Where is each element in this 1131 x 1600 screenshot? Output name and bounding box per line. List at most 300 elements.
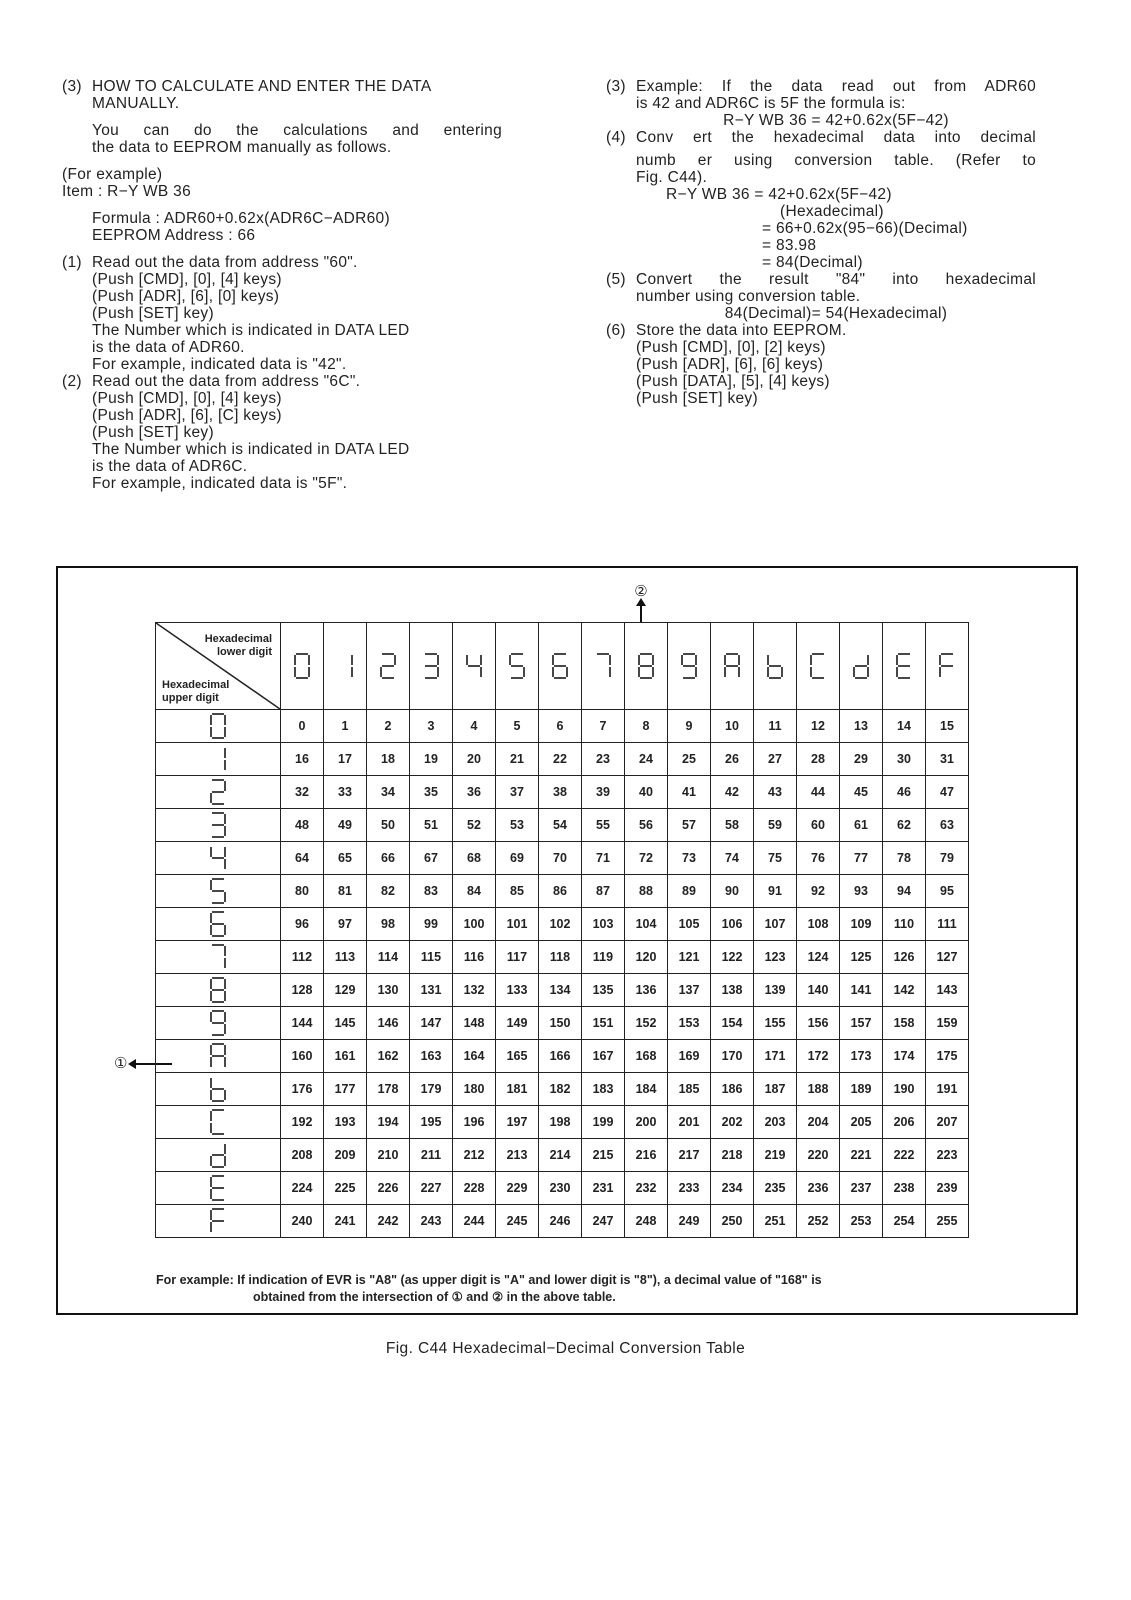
table-cell: 72 bbox=[625, 842, 668, 875]
lower-digit-header bbox=[496, 623, 539, 710]
table-cell: 83 bbox=[410, 875, 453, 908]
table-row bbox=[156, 1007, 969, 1040]
step-line: Read out the data from address "6C". bbox=[92, 373, 361, 390]
table-cell: 3 bbox=[410, 710, 453, 743]
table-cell: 25 bbox=[668, 743, 711, 776]
table-cell: 109 bbox=[840, 908, 883, 941]
table-cell: 118 bbox=[539, 941, 582, 974]
seven-segment-digit-icon bbox=[637, 652, 655, 680]
lower-digit-header bbox=[883, 623, 926, 710]
seven-segment-digit-icon bbox=[209, 1042, 227, 1070]
step-line: (Push [CMD], [0], [4] keys) bbox=[92, 390, 282, 407]
table-cell: 182 bbox=[539, 1073, 582, 1106]
seven-segment-digit-icon bbox=[209, 1108, 227, 1136]
table-cell: 250 bbox=[711, 1205, 754, 1238]
note-line: For example: If indication of EVR is "A8" (as upper digit is "A" and lower digit is "8"), a decimal value of "168" is bbox=[156, 1273, 822, 1287]
lower-digit-header bbox=[797, 623, 840, 710]
calc-line: (Hexadecimal) bbox=[780, 203, 884, 220]
table-cell: 198 bbox=[539, 1106, 582, 1139]
table-cell: 154 bbox=[711, 1007, 754, 1040]
table-cell: 144 bbox=[281, 1007, 324, 1040]
table-cell: 34 bbox=[367, 776, 410, 809]
seven-segment-digit-icon bbox=[723, 652, 741, 680]
table-cell: 18 bbox=[367, 743, 410, 776]
table-cell: 22 bbox=[539, 743, 582, 776]
table-cell: 196 bbox=[453, 1106, 496, 1139]
corner-label-line: upper digit bbox=[162, 692, 219, 704]
table-cell: 68 bbox=[453, 842, 496, 875]
table-cell: 127 bbox=[926, 941, 969, 974]
formula-example: R−Y WB 36 = 42+0.62x(5F−42) bbox=[723, 112, 949, 129]
table-cell: 84 bbox=[453, 875, 496, 908]
table-cell: 108 bbox=[797, 908, 840, 941]
seven-segment-digit-icon bbox=[209, 1174, 227, 1202]
table-cell: 193 bbox=[324, 1106, 367, 1139]
example-label: (For example) bbox=[62, 166, 163, 183]
table-cell: 42 bbox=[711, 776, 754, 809]
table-cell: 28 bbox=[797, 743, 840, 776]
table-cell: 89 bbox=[668, 875, 711, 908]
upper-digit-header bbox=[156, 1172, 281, 1205]
table-cell: 176 bbox=[281, 1073, 324, 1106]
table-row bbox=[156, 1040, 969, 1073]
formula-block bbox=[62, 210, 502, 244]
table-cell: 199 bbox=[582, 1106, 625, 1139]
table-corner bbox=[156, 623, 281, 710]
table-cell: 95 bbox=[926, 875, 969, 908]
upper-digit-header bbox=[156, 941, 281, 974]
step-2 bbox=[62, 373, 502, 492]
table-cell: 112 bbox=[281, 941, 324, 974]
table-cell: 195 bbox=[410, 1106, 453, 1139]
table-cell: 206 bbox=[883, 1106, 926, 1139]
upper-digit-header bbox=[156, 776, 281, 809]
column-marker-2: ② bbox=[634, 583, 648, 600]
table-cell: 188 bbox=[797, 1073, 840, 1106]
table-cell: 135 bbox=[582, 974, 625, 1007]
table-cell: 93 bbox=[840, 875, 883, 908]
table-cell: 140 bbox=[797, 974, 840, 1007]
lower-digit-header bbox=[324, 623, 367, 710]
table-cell: 103 bbox=[582, 908, 625, 941]
right-column bbox=[606, 78, 1036, 407]
lower-digit-header bbox=[281, 623, 324, 710]
table-cell: 132 bbox=[453, 974, 496, 1007]
seven-segment-digit-icon bbox=[379, 652, 397, 680]
table-cell: 223 bbox=[926, 1139, 969, 1172]
step-line: number using conversion table. bbox=[636, 288, 861, 305]
table-cell: 134 bbox=[539, 974, 582, 1007]
table-cell: 111 bbox=[926, 908, 969, 941]
table-cell: 113 bbox=[324, 941, 367, 974]
step-line: (Push [SET] key) bbox=[92, 424, 214, 441]
table-cell: 249 bbox=[668, 1205, 711, 1238]
lower-digit-header bbox=[582, 623, 625, 710]
seven-segment-digit-icon bbox=[336, 652, 354, 680]
table-cell: 204 bbox=[797, 1106, 840, 1139]
table-cell: 46 bbox=[883, 776, 926, 809]
table-cell: 33 bbox=[324, 776, 367, 809]
table-cell: 226 bbox=[367, 1172, 410, 1205]
table-cell: 94 bbox=[883, 875, 926, 908]
seven-segment-digit-icon bbox=[209, 844, 227, 872]
seven-segment-digit-icon bbox=[209, 1141, 227, 1169]
step-line: Fig. C44). bbox=[636, 169, 708, 186]
seven-segment-digit-icon bbox=[293, 652, 311, 680]
table-cell: 78 bbox=[883, 842, 926, 875]
step-line: Example: If the data read out from ADR60 bbox=[636, 78, 1036, 95]
table-cell: 138 bbox=[711, 974, 754, 1007]
step-line: Read out the data from address "60". bbox=[92, 254, 358, 271]
table-cell: 10 bbox=[711, 710, 754, 743]
step-line: (Push [SET] key) bbox=[92, 305, 214, 322]
table-cell: 244 bbox=[453, 1205, 496, 1238]
step-line: is the data of ADR60. bbox=[92, 339, 245, 356]
table-cell: 155 bbox=[754, 1007, 797, 1040]
table-row bbox=[156, 809, 969, 842]
table-cell: 90 bbox=[711, 875, 754, 908]
table-cell: 74 bbox=[711, 842, 754, 875]
table-cell: 178 bbox=[367, 1073, 410, 1106]
upper-digit-header bbox=[156, 743, 281, 776]
seven-segment-digit-icon bbox=[766, 652, 784, 680]
table-cell: 107 bbox=[754, 908, 797, 941]
step-6 bbox=[606, 322, 1036, 407]
table-cell: 207 bbox=[926, 1106, 969, 1139]
table-cell: 30 bbox=[883, 743, 926, 776]
intro-line: You can do the calculations and entering bbox=[92, 122, 502, 139]
corner-label-line: Hexadecimal bbox=[162, 679, 230, 691]
step-number: (5) bbox=[606, 271, 626, 288]
table-cell: 169 bbox=[668, 1040, 711, 1073]
table-cell: 48 bbox=[281, 809, 324, 842]
table-cell: 58 bbox=[711, 809, 754, 842]
table-cell: 99 bbox=[410, 908, 453, 941]
conversion-table bbox=[155, 622, 969, 1238]
table-cell: 215 bbox=[582, 1139, 625, 1172]
table-cell: 172 bbox=[797, 1040, 840, 1073]
table-cell: 237 bbox=[840, 1172, 883, 1205]
table-cell: 137 bbox=[668, 974, 711, 1007]
step-line: The Number which is indicated in DATA LED bbox=[92, 322, 410, 339]
step-number: (3) bbox=[606, 78, 626, 95]
table-cell: 29 bbox=[840, 743, 883, 776]
table-cell: 180 bbox=[453, 1073, 496, 1106]
table-cell: 150 bbox=[539, 1007, 582, 1040]
table-row bbox=[156, 842, 969, 875]
table-cell: 231 bbox=[582, 1172, 625, 1205]
table-cell: 145 bbox=[324, 1007, 367, 1040]
arrow-head-icon bbox=[636, 598, 646, 606]
upper-digit-header bbox=[156, 710, 281, 743]
table-cell: 233 bbox=[668, 1172, 711, 1205]
seven-segment-digit-icon bbox=[680, 652, 698, 680]
table-cell: 171 bbox=[754, 1040, 797, 1073]
table-cell: 173 bbox=[840, 1040, 883, 1073]
table-cell: 73 bbox=[668, 842, 711, 875]
table-cell: 56 bbox=[625, 809, 668, 842]
table-cell: 55 bbox=[582, 809, 625, 842]
table-cell: 64 bbox=[281, 842, 324, 875]
table-cell: 8 bbox=[625, 710, 668, 743]
table-cell: 27 bbox=[754, 743, 797, 776]
table-cell: 100 bbox=[453, 908, 496, 941]
table-cell: 62 bbox=[883, 809, 926, 842]
table-cell: 214 bbox=[539, 1139, 582, 1172]
table-cell: 71 bbox=[582, 842, 625, 875]
step-line: For example, indicated data is "42". bbox=[92, 356, 347, 373]
table-row bbox=[156, 1205, 969, 1238]
table-cell: 252 bbox=[797, 1205, 840, 1238]
table-cell: 129 bbox=[324, 974, 367, 1007]
intro-paragraph bbox=[62, 122, 502, 156]
table-cell: 26 bbox=[711, 743, 754, 776]
table-cell: 251 bbox=[754, 1205, 797, 1238]
table-cell: 238 bbox=[883, 1172, 926, 1205]
table-cell: 147 bbox=[410, 1007, 453, 1040]
table-cell: 121 bbox=[668, 941, 711, 974]
table-cell: 203 bbox=[754, 1106, 797, 1139]
upper-digit-header bbox=[156, 1139, 281, 1172]
table-cell: 40 bbox=[625, 776, 668, 809]
table-row bbox=[156, 941, 969, 974]
formula-line: Formula : ADR60+0.62x(ADR6C−ADR60) bbox=[92, 210, 390, 227]
table-cell: 166 bbox=[539, 1040, 582, 1073]
table-cell: 190 bbox=[883, 1073, 926, 1106]
table-cell: 156 bbox=[797, 1007, 840, 1040]
seven-segment-digit-icon bbox=[551, 652, 569, 680]
step-line: numb er using conversion table. (Refer to bbox=[636, 152, 1036, 169]
example-note bbox=[156, 1272, 822, 1306]
lower-digit-header bbox=[539, 623, 582, 710]
lower-digit-header bbox=[625, 623, 668, 710]
table-cell: 165 bbox=[496, 1040, 539, 1073]
upper-digit-header bbox=[156, 1106, 281, 1139]
table-cell: 151 bbox=[582, 1007, 625, 1040]
table-cell: 141 bbox=[840, 974, 883, 1007]
step-line: Conv ert the hexadecimal data into decimal bbox=[636, 129, 1036, 146]
table-cell: 7 bbox=[582, 710, 625, 743]
table-cell: 254 bbox=[883, 1205, 926, 1238]
seven-segment-digit-icon bbox=[465, 652, 483, 680]
table-cell: 221 bbox=[840, 1139, 883, 1172]
table-cell: 67 bbox=[410, 842, 453, 875]
step-line: (Push [ADR], [6], [C] keys) bbox=[92, 407, 282, 424]
table-cell: 0 bbox=[281, 710, 324, 743]
table-cell: 98 bbox=[367, 908, 410, 941]
table-cell: 4 bbox=[453, 710, 496, 743]
table-cell: 228 bbox=[453, 1172, 496, 1205]
table-cell: 9 bbox=[668, 710, 711, 743]
table-cell: 183 bbox=[582, 1073, 625, 1106]
table-cell: 232 bbox=[625, 1172, 668, 1205]
table-cell: 97 bbox=[324, 908, 367, 941]
table-cell: 115 bbox=[410, 941, 453, 974]
table-cell: 241 bbox=[324, 1205, 367, 1238]
table-cell: 185 bbox=[668, 1073, 711, 1106]
table-cell: 194 bbox=[367, 1106, 410, 1139]
table-cell: 106 bbox=[711, 908, 754, 941]
table-cell: 174 bbox=[883, 1040, 926, 1073]
seven-segment-digit-icon bbox=[209, 943, 227, 971]
table-cell: 218 bbox=[711, 1139, 754, 1172]
step-line: (Push [ADR], [6], [6] keys) bbox=[636, 356, 824, 373]
step-4 bbox=[606, 129, 1036, 186]
upper-digit-header bbox=[156, 1007, 281, 1040]
calc-line: = 66+0.62x(95−66)(Decimal) bbox=[762, 220, 968, 237]
step-3 bbox=[606, 78, 1036, 112]
step-line: (Push [SET] key) bbox=[636, 390, 758, 407]
table-cell: 61 bbox=[840, 809, 883, 842]
table-cell: 143 bbox=[926, 974, 969, 1007]
table-cell: 49 bbox=[324, 809, 367, 842]
table-cell: 202 bbox=[711, 1106, 754, 1139]
step-1 bbox=[62, 254, 502, 373]
table-cell: 51 bbox=[410, 809, 453, 842]
table-cell: 77 bbox=[840, 842, 883, 875]
table-row bbox=[156, 1139, 969, 1172]
table-cell: 192 bbox=[281, 1106, 324, 1139]
table-cell: 131 bbox=[410, 974, 453, 1007]
step-line: is the data of ADR6C. bbox=[92, 458, 248, 475]
seven-segment-digit-icon bbox=[508, 652, 526, 680]
table-cell: 124 bbox=[797, 941, 840, 974]
seven-segment-digit-icon bbox=[938, 652, 956, 680]
table-cell: 38 bbox=[539, 776, 582, 809]
table-cell: 21 bbox=[496, 743, 539, 776]
table-cell: 123 bbox=[754, 941, 797, 974]
seven-segment-digit-icon bbox=[209, 811, 227, 839]
lower-digit-header bbox=[453, 623, 496, 710]
table-cell: 157 bbox=[840, 1007, 883, 1040]
table-cell: 136 bbox=[625, 974, 668, 1007]
table-cell: 235 bbox=[754, 1172, 797, 1205]
figure-caption: Fig. C44 Hexadecimal−Decimal Conversion Table bbox=[385, 1340, 746, 1357]
table-row bbox=[156, 1106, 969, 1139]
table-cell: 122 bbox=[711, 941, 754, 974]
lower-digit-label bbox=[205, 633, 272, 659]
table-cell: 101 bbox=[496, 908, 539, 941]
upper-digit-header bbox=[156, 809, 281, 842]
table-cell: 247 bbox=[582, 1205, 625, 1238]
table-cell: 96 bbox=[281, 908, 324, 941]
table-cell: 59 bbox=[754, 809, 797, 842]
table-cell: 17 bbox=[324, 743, 367, 776]
table-cell: 70 bbox=[539, 842, 582, 875]
table-cell: 242 bbox=[367, 1205, 410, 1238]
table-cell: 216 bbox=[625, 1139, 668, 1172]
table-cell: 11 bbox=[754, 710, 797, 743]
table-cell: 162 bbox=[367, 1040, 410, 1073]
table-cell: 243 bbox=[410, 1205, 453, 1238]
table-cell: 236 bbox=[797, 1172, 840, 1205]
table-cell: 87 bbox=[582, 875, 625, 908]
table-cell: 210 bbox=[367, 1139, 410, 1172]
table-cell: 86 bbox=[539, 875, 582, 908]
table-cell: 175 bbox=[926, 1040, 969, 1073]
lower-digit-header bbox=[926, 623, 969, 710]
table-cell: 205 bbox=[840, 1106, 883, 1139]
table-cell: 133 bbox=[496, 974, 539, 1007]
upper-digit-header bbox=[156, 1073, 281, 1106]
table-cell: 50 bbox=[367, 809, 410, 842]
seven-segment-digit-icon bbox=[852, 652, 870, 680]
table-cell: 47 bbox=[926, 776, 969, 809]
table-cell: 81 bbox=[324, 875, 367, 908]
table-cell: 224 bbox=[281, 1172, 324, 1205]
calc-line: = 84(Decimal) bbox=[762, 254, 863, 271]
table-cell: 102 bbox=[539, 908, 582, 941]
table-cell: 213 bbox=[496, 1139, 539, 1172]
table-cell: 37 bbox=[496, 776, 539, 809]
table-cell: 92 bbox=[797, 875, 840, 908]
table-row bbox=[156, 974, 969, 1007]
table-cell: 63 bbox=[926, 809, 969, 842]
table-cell: 117 bbox=[496, 941, 539, 974]
step-line: is 42 and ADR6C is 5F the formula is: bbox=[636, 95, 906, 112]
table-cell: 85 bbox=[496, 875, 539, 908]
table-cell: 120 bbox=[625, 941, 668, 974]
table-cell: 201 bbox=[668, 1106, 711, 1139]
item-line: Item : R−Y WB 36 bbox=[62, 183, 191, 200]
table-cell: 189 bbox=[840, 1073, 883, 1106]
step-line: For example, indicated data is "5F". bbox=[92, 475, 348, 492]
table-cell: 177 bbox=[324, 1073, 367, 1106]
table-cell: 168 bbox=[625, 1040, 668, 1073]
table-cell: 181 bbox=[496, 1073, 539, 1106]
table-cell: 45 bbox=[840, 776, 883, 809]
table-cell: 211 bbox=[410, 1139, 453, 1172]
table-cell: 142 bbox=[883, 974, 926, 1007]
table-cell: 230 bbox=[539, 1172, 582, 1205]
table-cell: 19 bbox=[410, 743, 453, 776]
lower-digit-header bbox=[410, 623, 453, 710]
table-cell: 229 bbox=[496, 1172, 539, 1205]
table-cell: 119 bbox=[582, 941, 625, 974]
note-line: obtained from the intersection of ① and ② in the above table. bbox=[253, 1290, 616, 1304]
table-cell: 69 bbox=[496, 842, 539, 875]
table-cell: 248 bbox=[625, 1205, 668, 1238]
table-cell: 255 bbox=[926, 1205, 969, 1238]
table-cell: 1 bbox=[324, 710, 367, 743]
upper-digit-label bbox=[162, 679, 229, 705]
table-cell: 104 bbox=[625, 908, 668, 941]
corner-label-line: lower digit bbox=[217, 646, 272, 658]
table-cell: 184 bbox=[625, 1073, 668, 1106]
table-cell: 170 bbox=[711, 1040, 754, 1073]
heading-number: (3) bbox=[62, 78, 82, 95]
table-cell: 208 bbox=[281, 1139, 324, 1172]
table-cell: 158 bbox=[883, 1007, 926, 1040]
step-number: (6) bbox=[606, 322, 626, 339]
header-row bbox=[156, 623, 969, 710]
intro-line: the data to EEPROM manually as follows. bbox=[92, 139, 392, 156]
table-cell: 105 bbox=[668, 908, 711, 941]
seven-segment-digit-icon bbox=[209, 778, 227, 806]
step-line: (Push [ADR], [6], [0] keys) bbox=[92, 288, 280, 305]
upper-digit-header bbox=[156, 974, 281, 1007]
table-cell: 239 bbox=[926, 1172, 969, 1205]
lower-digit-header bbox=[668, 623, 711, 710]
table-row bbox=[156, 908, 969, 941]
table-cell: 13 bbox=[840, 710, 883, 743]
table-cell: 209 bbox=[324, 1139, 367, 1172]
table-cell: 114 bbox=[367, 941, 410, 974]
step-line: Convert the result "84" into hexadecimal bbox=[636, 271, 1036, 288]
step-number: (2) bbox=[62, 373, 82, 390]
table-cell: 253 bbox=[840, 1205, 883, 1238]
seven-segment-digit-icon bbox=[209, 910, 227, 938]
